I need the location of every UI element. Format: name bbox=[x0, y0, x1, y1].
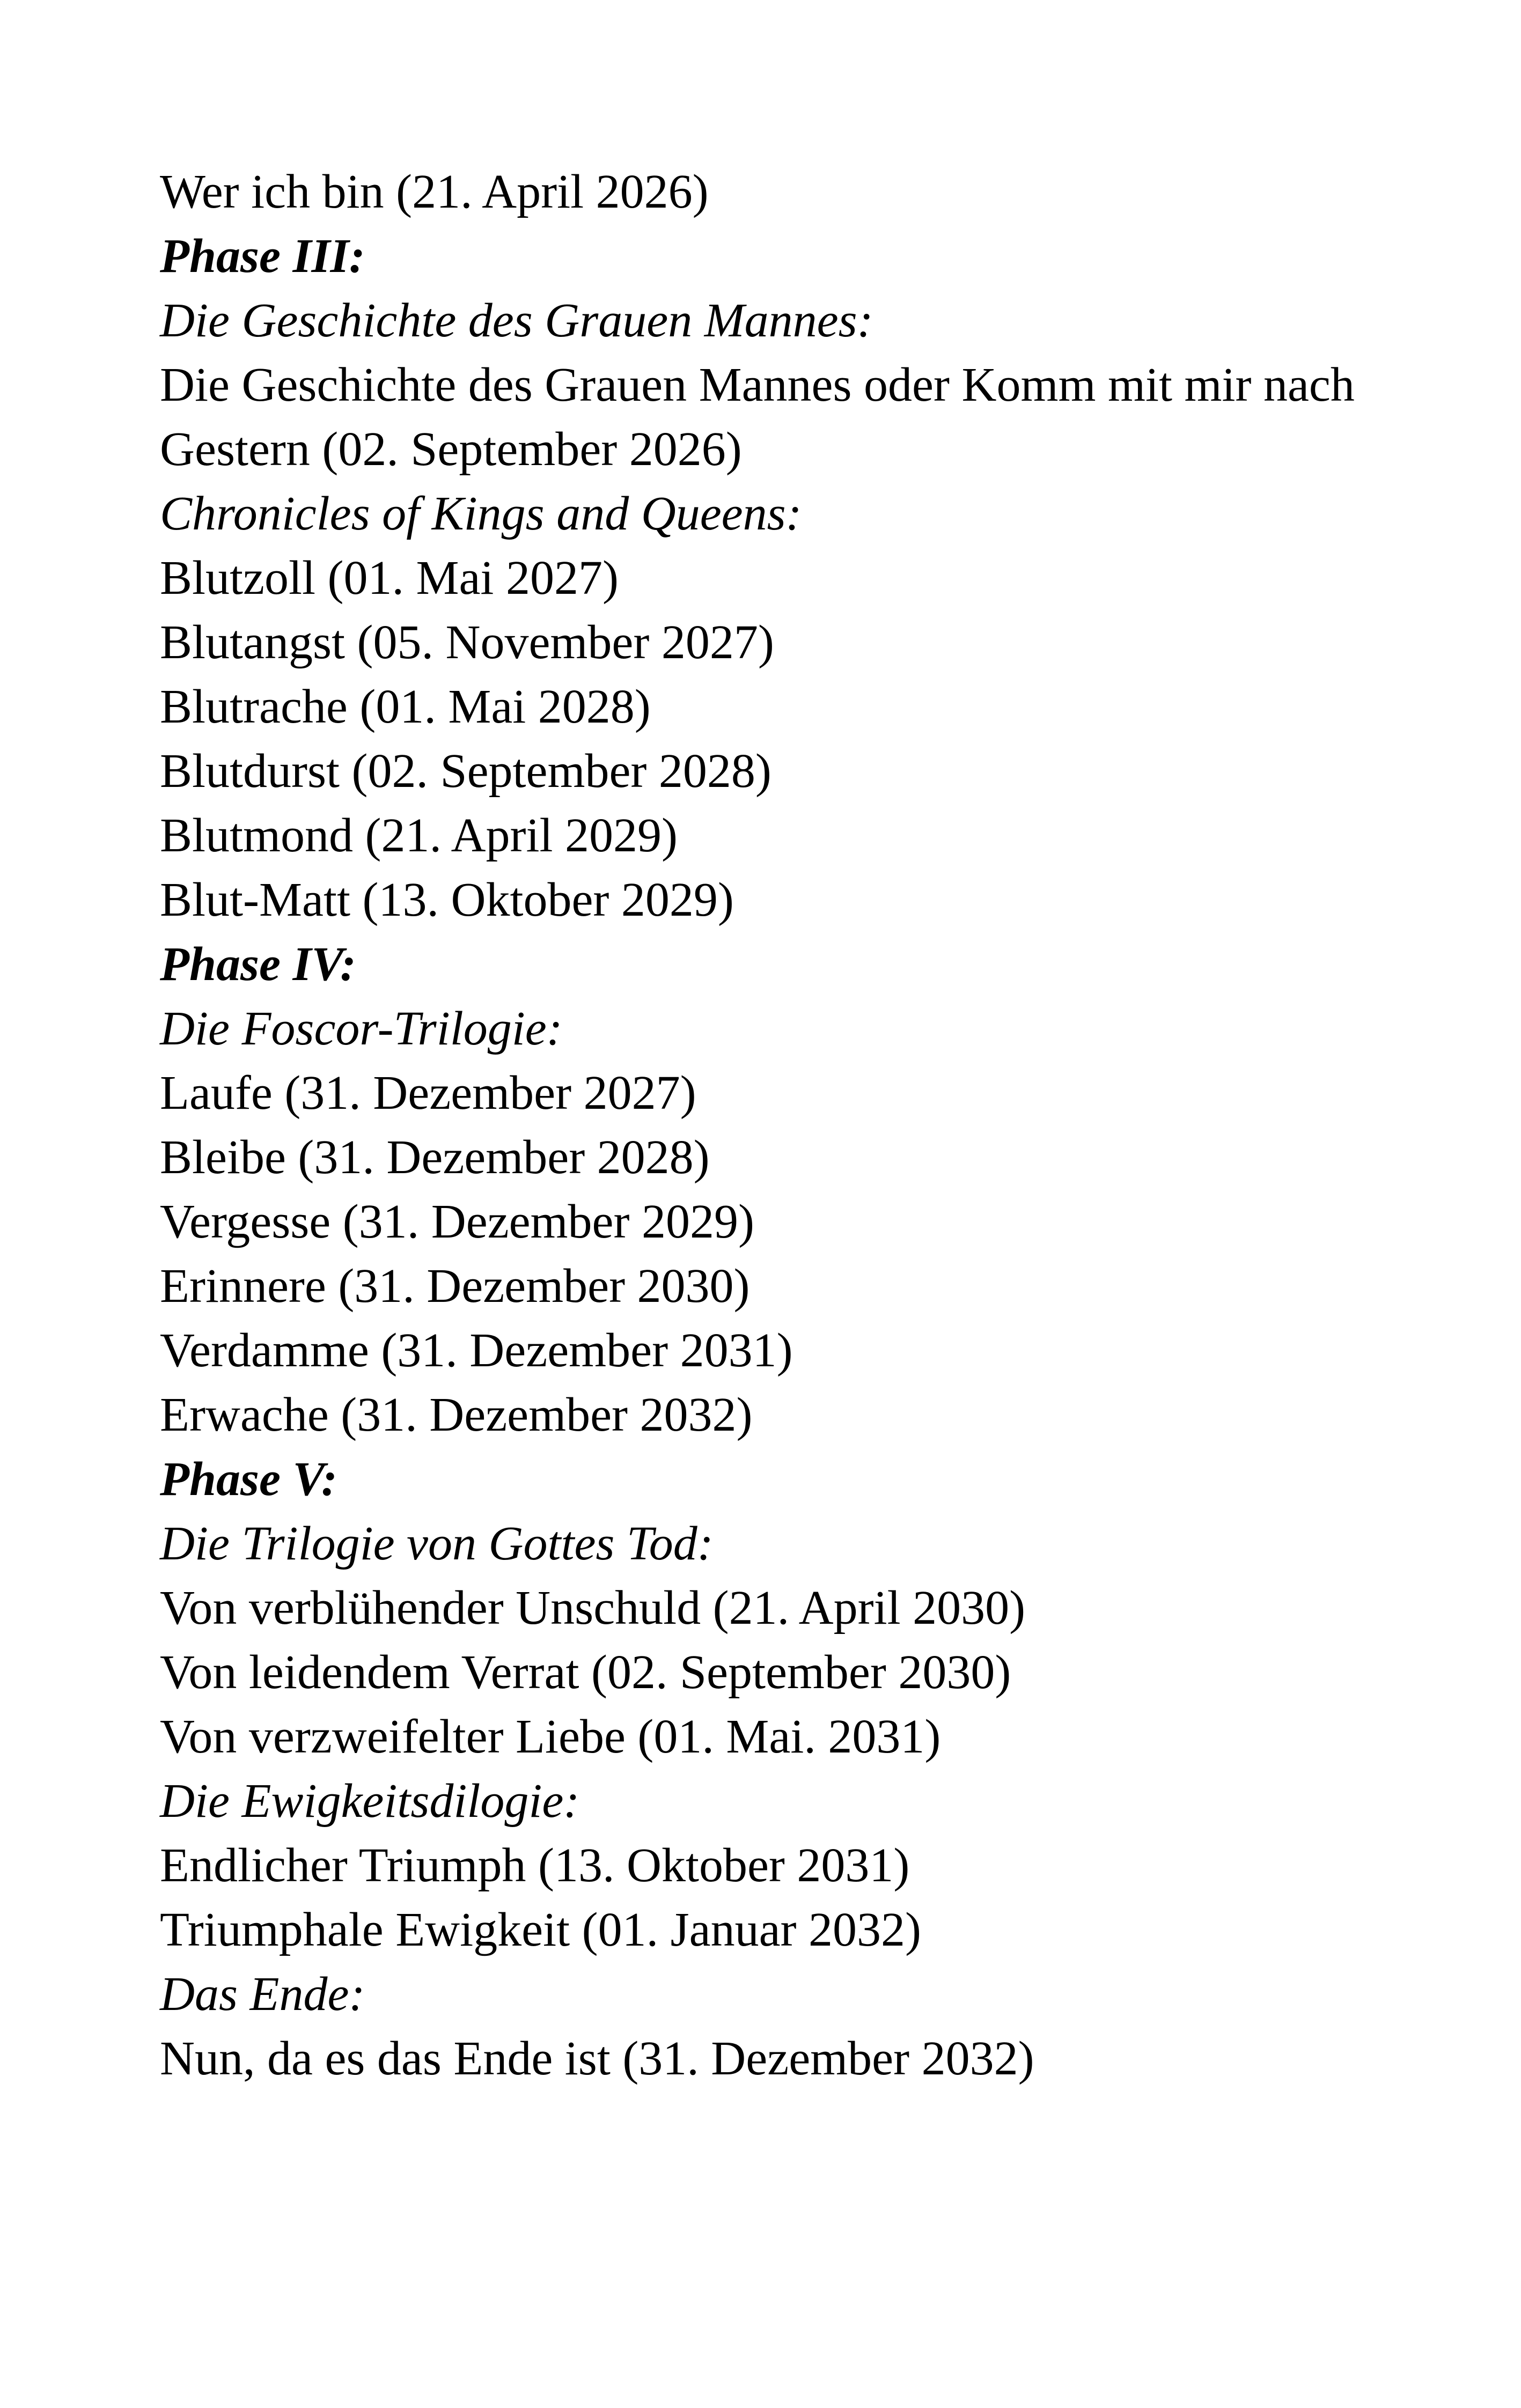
book-title: Blutangst (05. November 2027) bbox=[160, 616, 774, 669]
series-heading: Die Foscor-Trilogie: bbox=[160, 1002, 563, 1055]
phase-heading: Phase V: bbox=[160, 1453, 337, 1506]
series-heading: Die Geschichte des Grauen Mannes: bbox=[160, 294, 873, 347]
book-title: Von verblühender Unschuld (21. April 2030) bbox=[160, 1581, 1026, 1634]
book-title: Die Geschichte des Grauen Mannes oder Komm mit mir nach bbox=[160, 358, 1355, 411]
book-title: Verdamme (31. Dezember 2031) bbox=[160, 1324, 793, 1377]
book-title: Vergesse (31. Dezember 2029) bbox=[160, 1195, 754, 1248]
book-title: Wer ich bin (21. April 2026) bbox=[160, 165, 709, 218]
phase-heading: Phase IV: bbox=[160, 938, 356, 991]
phase-heading: Phase III: bbox=[160, 230, 365, 283]
book-title: Von leidendem Verrat (02. September 2030) bbox=[160, 1646, 1011, 1699]
series-heading: Chronicles of Kings and Queens: bbox=[160, 487, 802, 540]
book-title: Von verzweifelter Liebe (01. Mai. 2031) bbox=[160, 1710, 941, 1763]
book-title: Blutdurst (02. September 2028) bbox=[160, 745, 771, 798]
book-title: Bleibe (31. Dezember 2028) bbox=[160, 1131, 710, 1184]
book-title: Blutmond (21. April 2029) bbox=[160, 809, 678, 862]
book-title: Nun, da es das Ende ist (31. Dezember 2032) bbox=[160, 2032, 1034, 2085]
book-title: Endlicher Triumph (13. Oktober 2031) bbox=[160, 1839, 910, 1892]
book-title: Erinnere (31. Dezember 2030) bbox=[160, 1260, 750, 1313]
book-list bbox=[160, 160, 1394, 2091]
series-heading: Das Ende: bbox=[160, 1968, 365, 2021]
series-heading: Die Trilogie von Gottes Tod: bbox=[160, 1517, 714, 1570]
book-title: Blut-Matt (13. Oktober 2029) bbox=[160, 873, 734, 926]
series-heading: Die Ewigkeitsdilogie: bbox=[160, 1774, 580, 1828]
book-title: Blutrache (01. Mai 2028) bbox=[160, 680, 651, 733]
book-title: Erwache (31. Dezember 2032) bbox=[160, 1388, 753, 1441]
book-title-continuation: Gestern (02. September 2026) bbox=[160, 423, 742, 476]
book-title: Blutzoll (01. Mai 2027) bbox=[160, 551, 619, 605]
book-title: Laufe (31. Dezember 2027) bbox=[160, 1066, 696, 1120]
book-title: Triumphale Ewigkeit (01. Januar 2032) bbox=[160, 1903, 921, 1956]
